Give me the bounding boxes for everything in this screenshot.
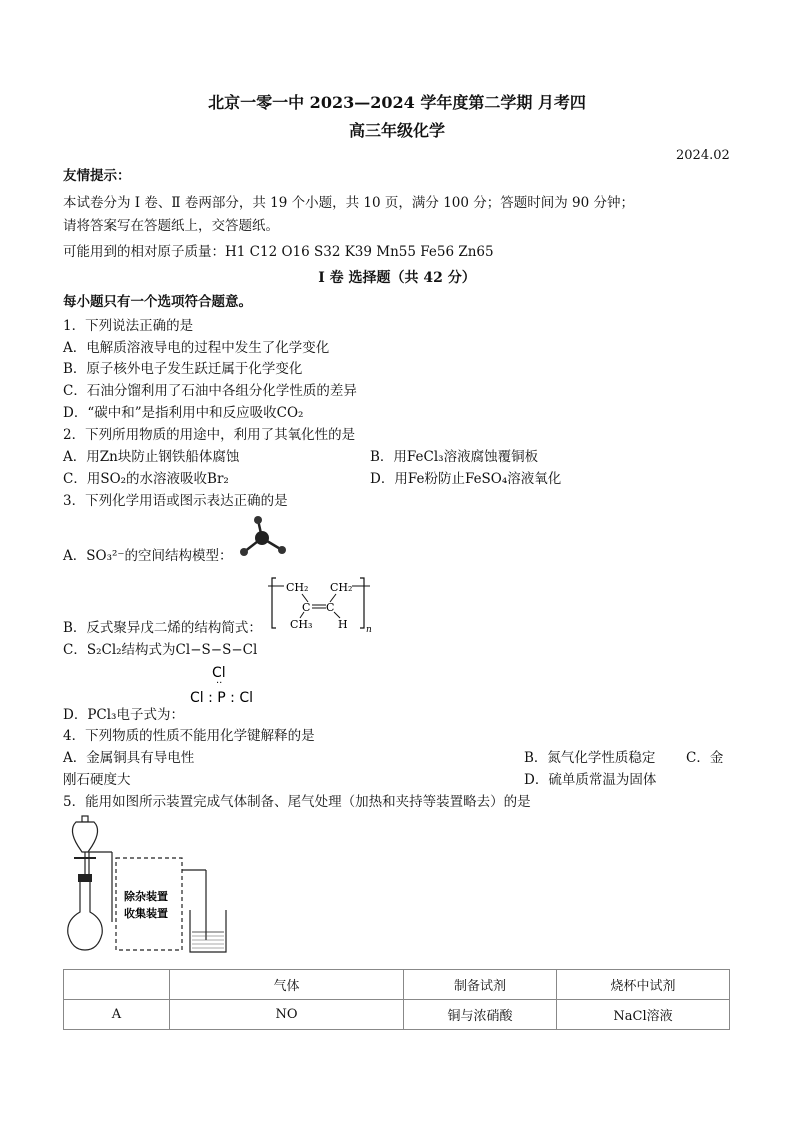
purification-collection-box (116, 858, 182, 950)
notice-heading: 友情提示： (63, 168, 131, 184)
table-cell: NaCl溶液 (557, 1000, 730, 1030)
box-label-purify: 除杂装置 (124, 890, 168, 903)
q3-option-d: D．PCl₃电子式为： (63, 707, 184, 723)
q2-stem: 2．下列所用物质的用途中，利用了其氧化性的是 (63, 427, 356, 443)
polymer-h: H (338, 618, 348, 631)
beaker (190, 910, 226, 952)
so3-molecule-model (236, 514, 294, 560)
box-label-collect: 收集装置 (124, 907, 168, 920)
table-cell: 铜与浓硝酸 (404, 1000, 557, 1030)
pcl3-top-cl: Cl (212, 665, 226, 681)
gas-apparatus-diagram (62, 812, 242, 958)
q3-option-b: B．反式聚异戊二烯的结构简式： (63, 620, 262, 636)
section-heading: Ⅰ 卷 选择题（共 42 分） (318, 270, 476, 286)
table-cell: NO (170, 1000, 404, 1030)
q1-option-c: C．石油分馏利用了石油中各组分化学性质的差异 (63, 383, 357, 399)
polymer-carbon-right: C (326, 601, 335, 614)
q4-option-c: C．金 (686, 750, 724, 766)
trans-polyisoprene-structure (268, 574, 378, 634)
q2-option-b: B．用FeCl₃溶液腐蚀覆铜板 (370, 449, 539, 465)
exam-date: 2024.02 (676, 148, 730, 163)
q4-option-b: B．氮气化学性质稳定 (524, 750, 656, 766)
pcl3-electron-formula (186, 662, 266, 708)
table-header-cell: 制备试剂 (404, 970, 557, 1000)
q4-stem: 4．下列物质的性质不能用化学键解释的是 (63, 728, 315, 744)
q2-option-c: C．用SO₂的水溶液吸收Br₂ (63, 471, 229, 487)
table-header-cell: 气体 (170, 970, 404, 1000)
q2-option-d: D．用Fe粉防止FeSO₄溶液氧化 (370, 471, 562, 487)
section-instruction: 每小题只有一个选项符合题意。 (63, 294, 252, 310)
polymer-ch2-right: CH₂ (330, 581, 353, 594)
table-header-row (64, 970, 730, 1000)
q5-stem: 5．能用如图所示装置完成气体制备、尾气处理（加热和夹持等装置略去）的是 (63, 794, 531, 810)
notice-line-2: 请将答案写在答题纸上，交答题纸。 (63, 218, 279, 234)
q1-option-b: B．原子核外电子发生跃迁属于化学变化 (63, 361, 303, 377)
table-header-cell: 烧杯中试剂 (557, 970, 730, 1000)
polymer-ch3: CH₃ (290, 618, 313, 631)
q2-option-a: A．用Zn块防止钢铁船体腐蚀 (63, 449, 240, 465)
svg-text:··: ·· (216, 678, 223, 689)
notice-line-1: 本试卷分为 Ⅰ 卷、Ⅱ 卷两部分，共 19 个小题，共 10 页，满分 100 分；答题时间为 90 分钟； (63, 195, 635, 211)
q3-option-a: A．SO₃²⁻的空间结构模型： (63, 548, 233, 564)
q1-stem: 1．下列说法正确的是 (63, 318, 194, 334)
table-row (64, 1000, 730, 1030)
q4-option-a: A．金属铜具有导电性 (63, 750, 195, 766)
q1-option-d: D．“碳中和”是指利用中和反应吸收CO₂ (63, 405, 304, 421)
polymer-n: n (366, 625, 372, 634)
notice-line-3: 可能用到的相对原子质量：H1 C12 O16 S32 K39 Mn55 Fe56 Zn65 (63, 244, 494, 260)
table-header-cell (64, 970, 170, 1000)
exam-subtitle: 高三年级化学 (348, 121, 445, 140)
polymer-ch2-left: CH₂ (286, 581, 309, 594)
q4-option-c-continued: 刚石硬度大 (63, 772, 131, 788)
q5-options-table (63, 969, 730, 1030)
exam-title: 北京一零一中 2023—2024 学年度第二学期 月考四 (208, 93, 586, 112)
q3-stem: 3．下列化学用语或图示表达正确的是 (63, 493, 288, 509)
table-cell: A (64, 1000, 170, 1030)
separatory-funnel (72, 816, 97, 884)
q4-option-d: D．硫单质常温为固体 (524, 772, 657, 788)
q1-option-a: A．电解质溶液导电的过程中发生了化学变化 (63, 340, 330, 356)
pcl3-row: Cl : P : Cl (190, 690, 254, 706)
round-bottom-flask (68, 852, 112, 950)
polymer-carbon-left: C (302, 601, 311, 614)
q3-option-c: C．S₂Cl₂结构式为Cl−S−S−Cl (63, 642, 258, 658)
